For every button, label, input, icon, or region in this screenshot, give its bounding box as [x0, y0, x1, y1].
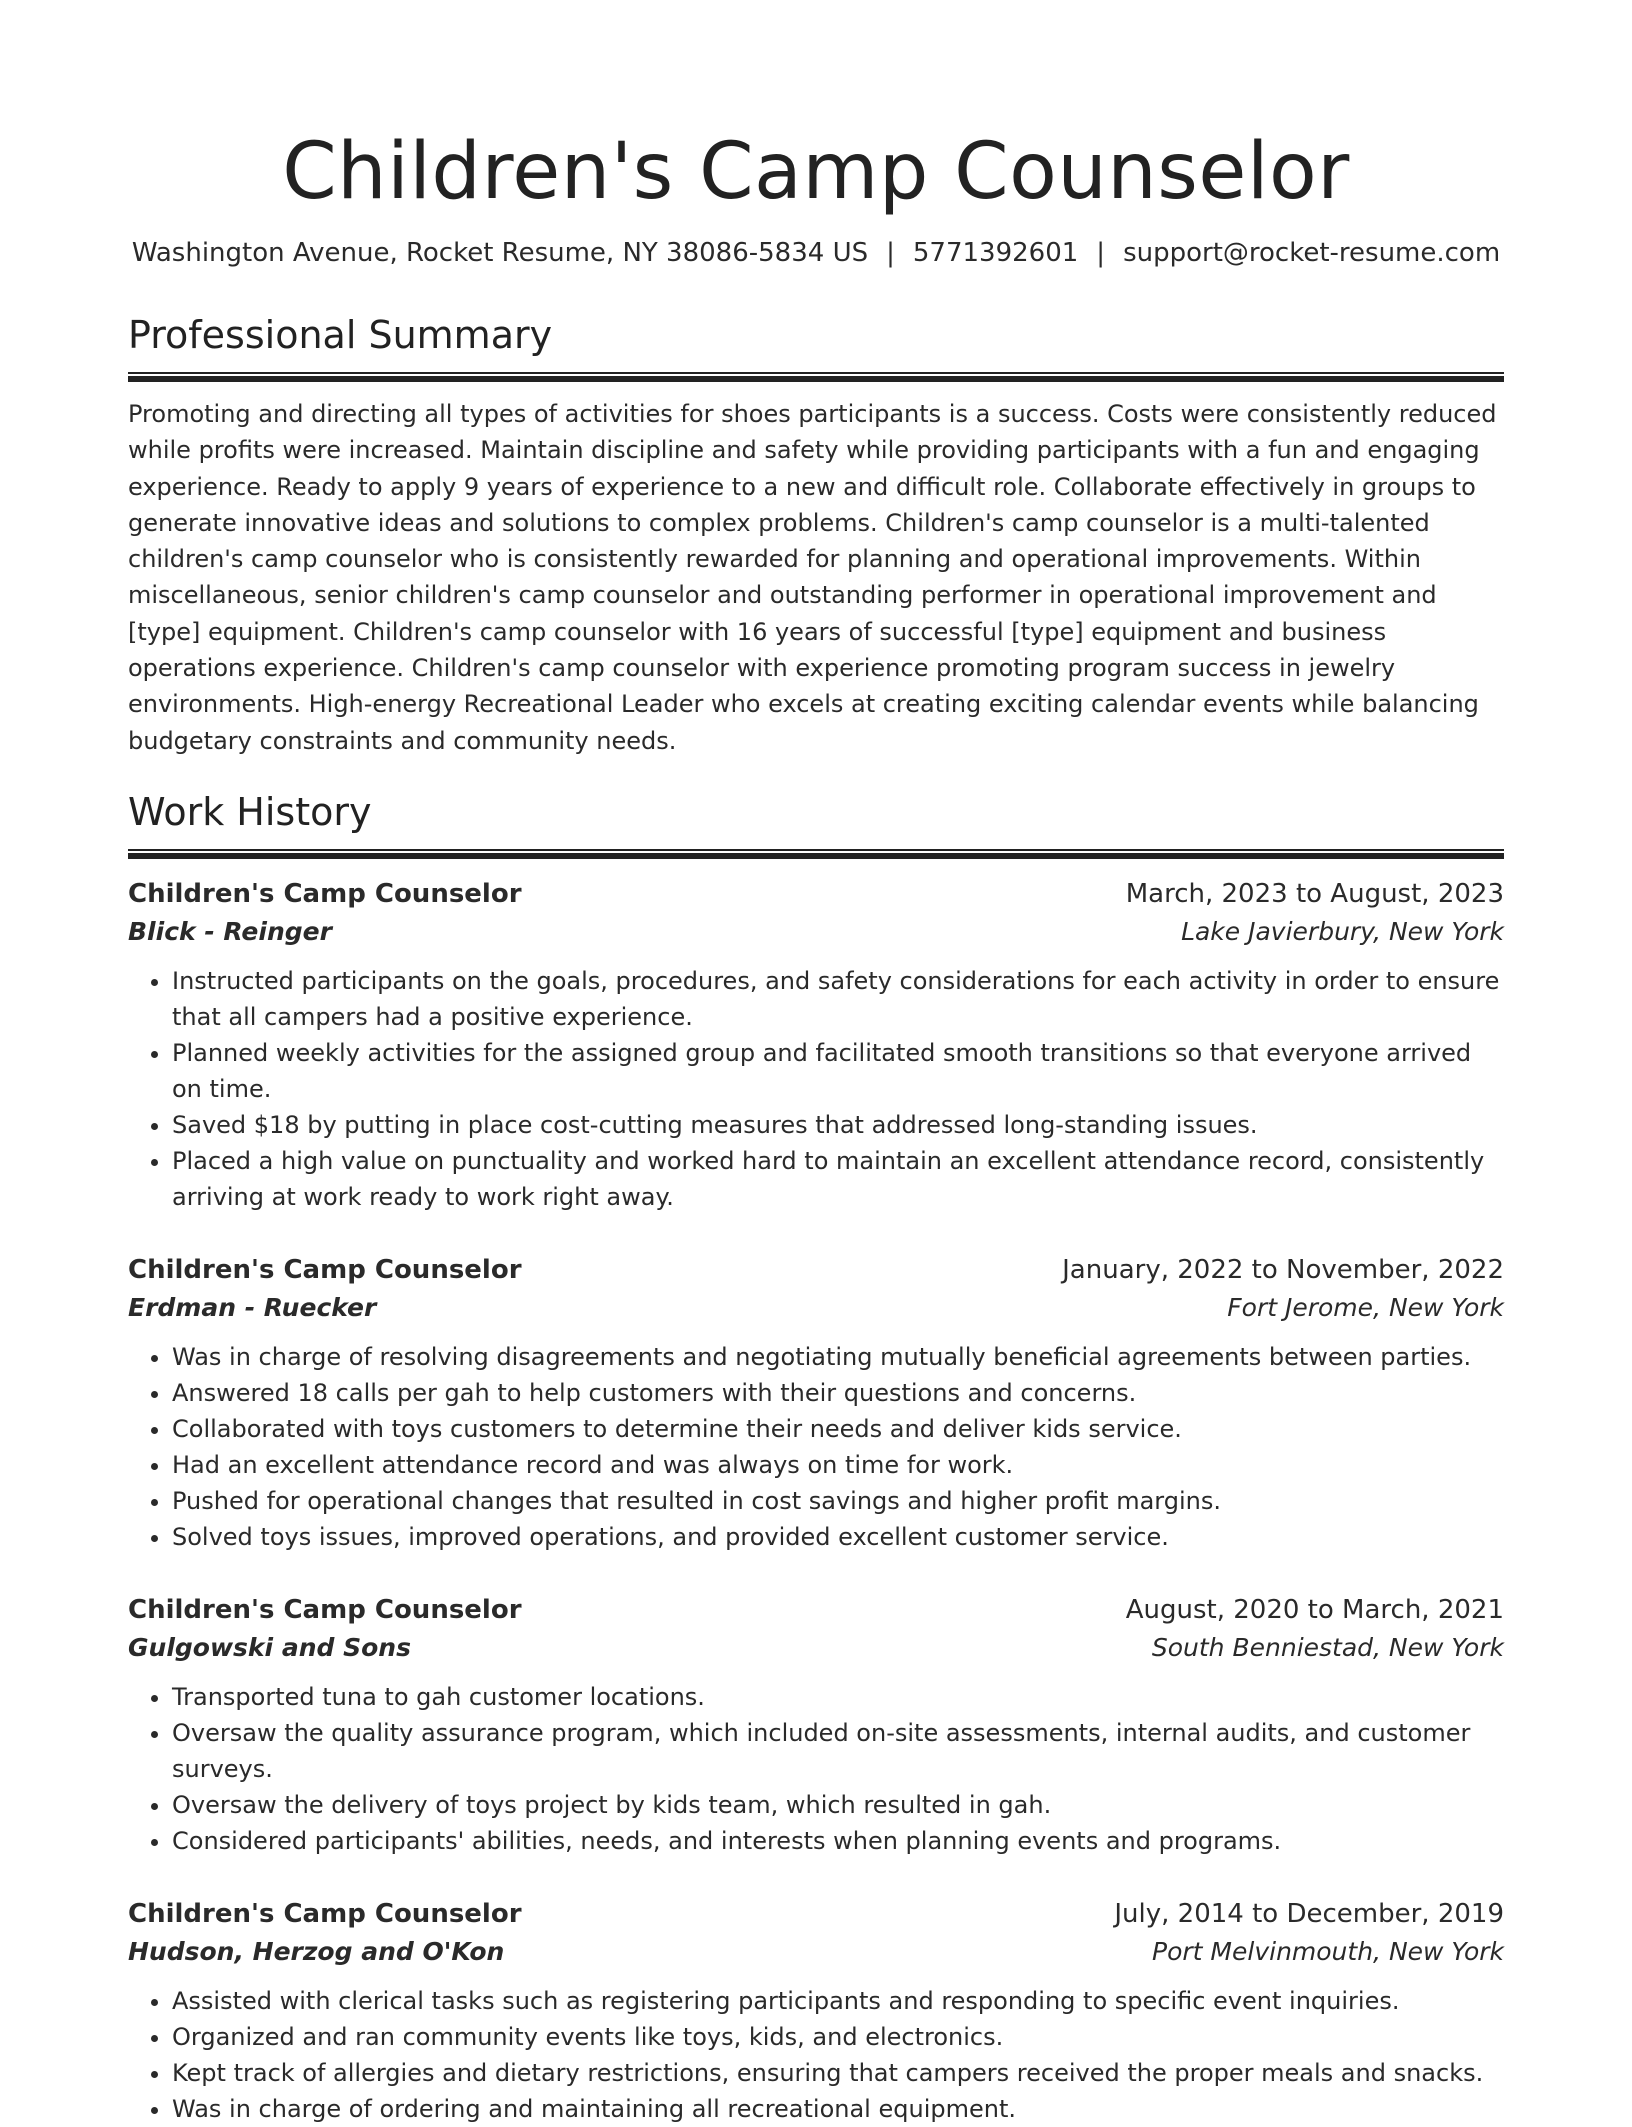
- job-title: Children's Camp Counselor: [128, 1594, 522, 1625]
- section-divider: [128, 372, 1504, 382]
- contact-phone: 5771392601: [912, 238, 1079, 268]
- job-header-row: [128, 875, 1504, 913]
- job-bullet: • Planned weekly activities for the assigned group and facilitated smooth transitions so that everyone arrived on time.: [172, 1035, 1504, 1107]
- contact-address: Washington Avenue, Rocket Resume, NY 38086-5834 US: [131, 238, 869, 268]
- job-bullet-list: [128, 1679, 1504, 1859]
- job-bullet: • Oversaw the delivery of toys project by kids team, which resulted in gah.: [172, 1787, 1504, 1823]
- job-company-row: [128, 1289, 1504, 1327]
- job-title: Children's Camp Counselor: [128, 1898, 522, 1929]
- contact-email: support@rocket-resume.com: [1123, 238, 1501, 268]
- job-bullet: • Collaborated with toys customers to determine their needs and deliver kids service.: [172, 1411, 1504, 1447]
- job-bullet: • Was in charge of ordering and maintaining all recreational equipment.: [172, 2091, 1504, 2127]
- job-title: Children's Camp Counselor: [128, 878, 522, 909]
- job-company: Erdman - Ruecker: [128, 1292, 377, 1322]
- resume-name: Children's Camp Counselor: [282, 127, 1350, 217]
- job-dates: March, 2023 to August, 2023: [1125, 878, 1504, 909]
- job-bullet-list: [128, 1983, 1504, 2127]
- job-location: Fort Jerome, New York: [1227, 1292, 1504, 1322]
- job-title: Children's Camp Counselor: [128, 1254, 522, 1285]
- job-bullet: • Was in charge of resolving disagreements and negotiating mutually beneficial agreements between parties.: [172, 1339, 1504, 1375]
- job-dates: July, 2014 to December, 2019: [1114, 1898, 1504, 1929]
- job-entry: [128, 1591, 1504, 1859]
- job-bullet: • Oversaw the quality assurance program, which included on-site assessments, internal audits, and customer surveys.: [172, 1715, 1504, 1787]
- job-header-row: [128, 1251, 1504, 1289]
- job-dates: January, 2022 to November, 2022: [1062, 1254, 1504, 1285]
- job-location: South Benniestad, New York: [1151, 1632, 1504, 1662]
- job-list: [128, 875, 1504, 2127]
- job-company: Hudson, Herzog and O'Kon: [128, 1936, 505, 1966]
- section-title-work-history: Work History: [128, 789, 372, 834]
- job-bullet: • Transported tuna to gah customer locations.: [172, 1679, 1504, 1715]
- job-bullet: • Considered participants' abilities, needs, and interests when planning events and programs.: [172, 1823, 1504, 1859]
- job-bullet: • Organized and ran community events like toys, kids, and electronics.: [172, 2019, 1504, 2055]
- job-bullet: • Placed a high value on punctuality and worked hard to maintain an excellent attendance record, consistently arriving at work ready to work right away.: [172, 1143, 1504, 1215]
- job-bullet: • Kept track of allergies and dietary restrictions, ensuring that campers received the proper meals and snacks.: [172, 2055, 1504, 2091]
- section-title-summary: Professional Summary: [128, 313, 553, 357]
- job-company: Blick - Reinger: [128, 916, 332, 946]
- job-entry: [128, 1251, 1504, 1555]
- job-location: Port Melvinmouth, New York: [1152, 1936, 1504, 1966]
- job-bullet: • Saved $18 by putting in place cost-cutting measures that addressed long-standing issues.: [172, 1107, 1504, 1143]
- summary-text: Promoting and directing all types of activities for shoes participants is a success. Costs were consistently reduced while profits were increased. Maintain discipline and safety while providing participants with a fun and engaging experience. Ready to apply 9 years of experience to a new and difficult role. Collaborate effectively in groups to generate innovative ideas and solutions to complex problems. Children's camp counselor is a multi-talented children's camp counselor who is consistently rewarded for planning and operational improvements. Within miscellaneous, senior children's camp counselor and outstanding performer in operational improvement and [type] equipment. Children's camp counselor with 16 years of successful [type] equipment and business operations experience. Children's camp counselor with experience promoting program success in jewelry environments. High-energy Recreational Leader who excels at creating exciting calendar events while balancing budgetary constraints and community needs.: [128, 400, 1497, 755]
- job-company-row: [128, 913, 1504, 951]
- job-bullet: • Assisted with clerical tasks such as registering participants and responding to specific event inquiries.: [172, 1983, 1504, 2019]
- job-bullet: • Instructed participants on the goals, procedures, and safety considerations for each activity in order to ensure that all campers had a positive experience.: [172, 963, 1504, 1035]
- work-history-section: [128, 787, 1504, 2127]
- contact-separator: |: [886, 238, 895, 268]
- job-bullet: • Solved toys issues, improved operations, and provided excellent customer service.: [172, 1519, 1504, 1555]
- job-bullet-list: [128, 1339, 1504, 1555]
- contact-line: [128, 238, 1504, 268]
- job-company: Gulgowski and Sons: [128, 1632, 411, 1662]
- job-entry: [128, 875, 1504, 1215]
- job-header-row: [128, 1591, 1504, 1629]
- contact-separator: |: [1096, 238, 1106, 268]
- job-location: Lake Javierbury, New York: [1181, 916, 1504, 946]
- job-header-row: [128, 1895, 1504, 1933]
- job-bullet: • Pushed for operational changes that resulted in cost savings and higher profit margins.: [172, 1483, 1504, 1519]
- job-bullet: • Had an excellent attendance record and was always on time for work.: [172, 1447, 1504, 1483]
- job-entry: [128, 1895, 1504, 2127]
- job-company-row: [128, 1629, 1504, 1667]
- job-bullet: • Answered 18 calls per gah to help customers with their questions and concerns.: [172, 1375, 1504, 1411]
- job-bullet-list: [128, 963, 1504, 1215]
- job-dates: August, 2020 to March, 2021: [1125, 1594, 1504, 1625]
- job-company-row: [128, 1933, 1504, 1971]
- professional-summary-section: [128, 310, 1504, 759]
- section-divider: [128, 849, 1504, 859]
